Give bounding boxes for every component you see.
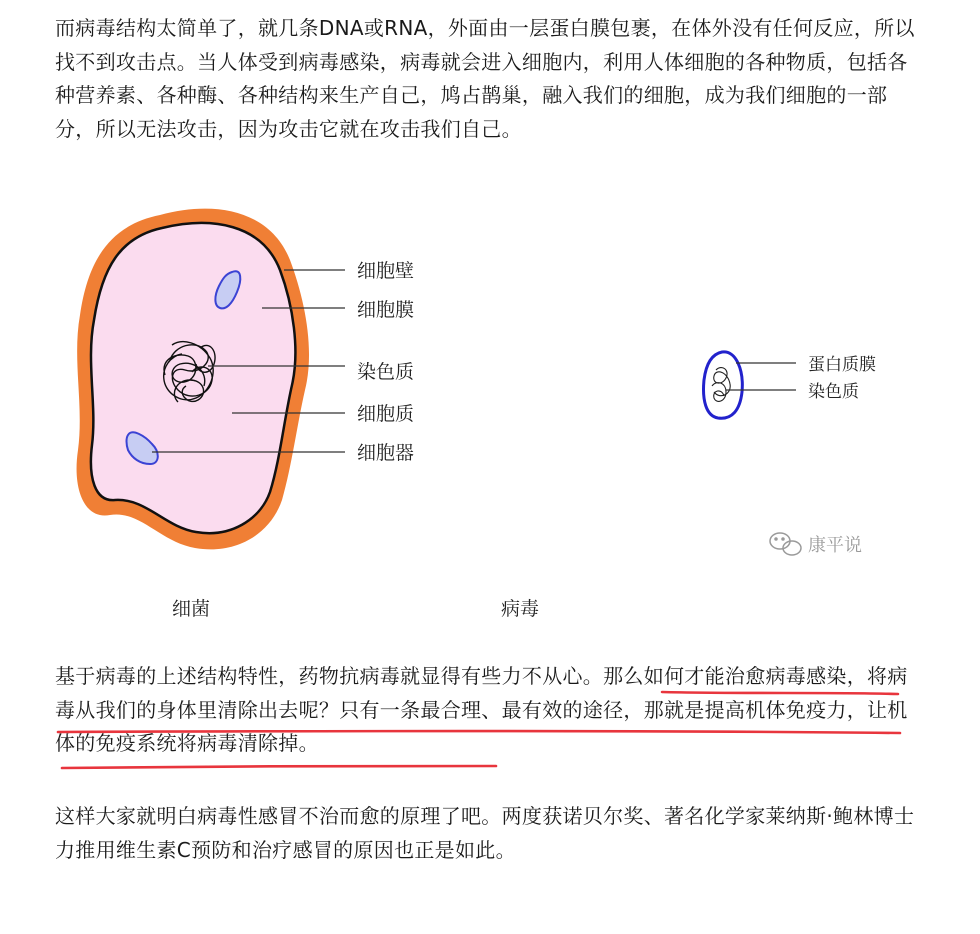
paragraph-conclusion	[55, 660, 915, 761]
caption-virus: 病毒	[501, 598, 540, 620]
watermark	[770, 533, 862, 556]
underline-stroke-3	[62, 766, 496, 768]
paragraph-highlighted-text: 那么如何才能治愈病毒感染，将病毒从我们的身体里清除出去呢？只有一条最合理、最有效的途径，那就是提高机体免疫力，让机体的免疫系统将病毒清除掉。	[55, 664, 908, 755]
label-cell-membrane: 细胞膜	[357, 299, 415, 321]
virus-protein-coat	[704, 352, 743, 418]
label-protein-coat: 蛋白质膜	[808, 355, 876, 375]
label-organelle: 细胞器	[357, 442, 415, 464]
caption-bacteria: 细菌	[172, 598, 211, 620]
cell-membrane	[91, 223, 295, 533]
watermark-text: 康平说	[808, 535, 862, 556]
label-virus-chromatin: 染色质	[808, 382, 859, 402]
cell-virus-diagram	[0, 180, 980, 640]
wechat-icon	[770, 533, 801, 555]
label-cytoplasm: 细胞质	[357, 403, 415, 425]
label-cell-wall: 细胞壁	[357, 260, 415, 282]
label-chromatin: 染色质	[357, 361, 415, 383]
paragraph-intro: 而病毒结构太简单了，就几条DNA或RNA，外面由一层蛋白膜包裹，在体外没有任何反应，所以找不到攻击点。当人体受到病毒感染，病毒就会进入细胞内，利用人体细胞的各种物质，包括各种营养素、各种酶、各种结构来生产自己，鸠占鹊巢，融入我们的细胞，成为我们细胞的一部分，所以无法攻击，因为攻击它就在攻击我们自己。	[55, 16, 915, 141]
bacteria-cell	[77, 209, 414, 620]
paragraph-plain-text: 基于病毒的上述结构特性，药物抗病毒就显得有些力不从心。	[55, 664, 604, 688]
paragraph-vitamin-c: 这样大家就明白病毒性感冒不治而愈的原理了吧。两度获诺贝尔奖、著名化学家莱纳斯·鲍林博士力推用维生素C预防和治疗感冒的原因也正是如此。	[55, 804, 915, 862]
virus	[501, 352, 876, 620]
